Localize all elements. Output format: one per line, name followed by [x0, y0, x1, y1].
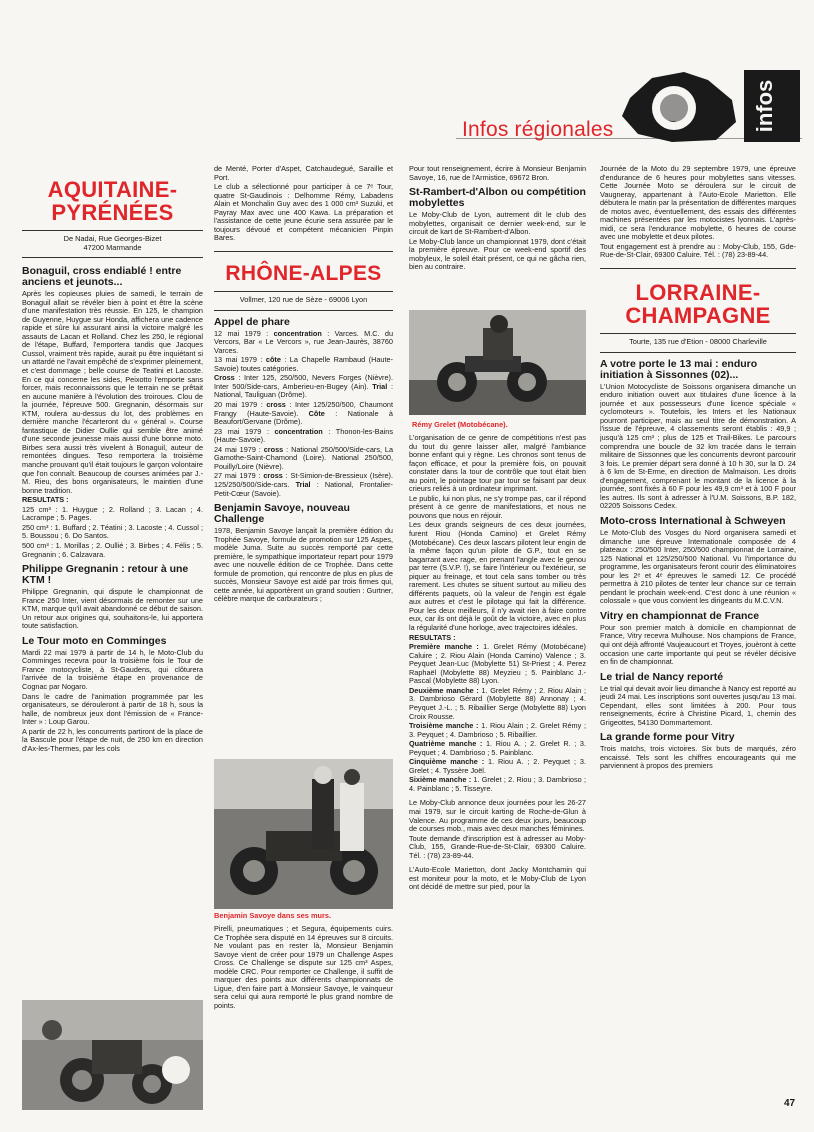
article-title: Benjamin Savoye, nouveau Challenge: [214, 502, 350, 526]
article-text: Trois matchs, trois victoires. Six buts de marqués, zéro encaissé. Tels sont les chiffres encourageants qui me parviennent à propos des premiers: [600, 744, 796, 771]
results-label: RESULTATS :: [22, 495, 69, 505]
column-2-bottom: [214, 925, 393, 1110]
column-2: de Menté, Porter d'Aspet, Catchaudegué, Saraille et Port. Le club a sélectionné pour participer à ce 7ᵉ Tour, quatre St-Gaudinois : Delhomme Rémy, Labadens Alain et Monchalin Guy avec des 1 000 cm³ Suzuki, et Payray Max avec une 400 Kawa. La préparation et l'assistance de cette jeune écurie sera assurée par le toujours dévoué et compétent mécanicien Pinpin Bares. RHÔNE-ALPES Vollmer, 120 rue de Sèze - 69006 Lyon Appel de phare 12 mai 1979 : concentration : Varces. M.C. du Vercors, Bar « Le Vercors », rue Jean-Jaurès, 38760 Varces. 13 mai 1979 : côte : La Chapelle Rambaud (Haute-Savoie) toutes catégories. Cross : Inter 125, 250/500, Nevers Forges (Nièvre). Inter 500/Side-cars, Amberieu-en-Bugey (Ain). Trial : National, Tauliguan (Drôme). 20 mai 1979 : cross : Inter 125/250/500, Chaumont Frangy (Haute-Savoie). Côte : Nationale à Beaufort/Gervane (Drôme). 23 mai 1979 : concentration : Thonon-les-Bains (Haute-Savoie). 24 mai 1979 : cross : National 250/500/Side-cars, La Gamothe-Saint-Chamond (Loire). National 250/500, Pouilly/Loire (Nièvre). 27 mai 1979 : cross : St-Simion-de-Bressieux (Isère). 125/250/500/Side-cars. Trial : National, Frontalier-Petit-Cœur (Savoie). Benjamin Savoye, nouveau Challenge 1978, Benjamin Savoye lançait la première édition du Trophée Savoye, formule de promotion sur 125 Aspes, modèle Juma. Suite au succès remporté par cette première, le sympathique importateur repart pour 1979 avec une nouvelle édition de ce Trophée. Dans cette formule de promotion, qui rencontre de plus en plus de succès, Monsieur Savoye est aidé par trois firmes qui, cette année, lui apportèrent un grand soutien : Gurtner, célèbre marque de carburateurs ;: [214, 164, 393, 604]
article-text: L'organisation de ce genre de compétitions n'est pas du tout du genre laisser aller, malgré l'ambiance bonne enfant qui y règne. Les chronos sont tenus de façon efficace, et pour la première fois, on pouvait constater dans la tour de contrôle que tout était bien au point, le pointage tour par tour se faisant par deux crieurs reliés à un ordinateur imprimant.: [409, 434, 586, 494]
column-3: [409, 150, 586, 310]
results-125: 125 cm³ : 1. Huygue ; 2. Rolland ; 3. Lacan ; 4. Lacrampe ; 5. Pages.: [22, 504, 203, 523]
results-500: 500 cm³ : 1. Morillas ; 2. Oullié ; 3. Birbes ; 4. Félis ; 5. Gregnanin ; 6. Calzavara.: [22, 540, 203, 559]
article-title: Vitry en championnat de France: [600, 609, 760, 622]
article-text: A partir de 22 h, les concurrents partiront de la place de la Bascule pour l'étape de nuit, de 250 km en direction d'Ax-les-Thermes, par les cols: [22, 726, 203, 753]
results-label: RESULTATS :: [409, 632, 456, 642]
article-title: St-Rambert-d'Albon ou compétition mobylettes: [409, 186, 586, 210]
article-title: A votre porte le 13 mai : enduro initiation à Sissonnes (02)...: [600, 357, 758, 381]
article-text: Le Moto-Club des Vosges du Nord organisera samedi et dimanche une épreuve Internationale composée de 4 plateaux : 250/500 Inter, 250/500 championnat de Lorraine, 125 National et 125/250/500 National. Vu l'importance du programme, les organisateurs feront courir des éliminatoires pour les 2ᵉ et 4ᵉ épreuves le samedi 12. Ce procédé permettra à 210 pilotes de tenter leur chance sur ce terrain pendant le prochain week-end. C'est donc à une réunion « colossale » que vous convient les dirigeants du M.C.V.N.: [600, 527, 796, 606]
region-title-aquitaine: AQUITAINE- PYRÉNÉES: [47, 177, 178, 225]
article-text: de Menté, Porter d'Aspet, Catchaudegué, Saraille et Port.: [214, 164, 393, 182]
logo-text: infos: [752, 79, 777, 133]
article-text: Toute demande d'inscription est à adresser au Moby-Club, 155, Grande-Rue-de-St-Clair, 69300 Caluire. Tél. : (78) 23-89-44.: [409, 833, 586, 860]
article-text: Pour son premier match à domicile en championnat de France, Vitry recevra Mulhouse. Nos champions de France, qui ont déjà affronté Vaujeaucourt et Troyes, jouèront à cette occasion une carte importante qui peut se révéler décisive en fin de championnat.: [600, 622, 796, 667]
article-text: Le Moby-Club lance un championnat 1979, dont c'était la première épreuve. Pour ce week-end sportif des mobyleux, le soleil était présent, ce qui ne gâcha rien, bien au contraire.: [409, 236, 586, 272]
article-text: 1978, Benjamin Savoye lançait la première édition du Trophée Savoye, formule de promotion sur 125 Aspes, modèle Juma. Suite au succès remporté par cette première, le sympathique importateur repart pour 1979 avec une nouvelle édition de ce Trophée. Dans cette formule de promotion, qui rencontre de plus en plus de succès, Monsieur Savoye est aidé par trois firmes qui, cette année, lui apportèrent un grand soutien : Gurtner, célèbre marque de carburateurs ;: [214, 526, 393, 604]
page-number: 47: [784, 1098, 796, 1109]
article-title: Bonaguil, cross endiablé ! entre anciens et jeunots...: [22, 265, 182, 289]
article-text: Le Moby-Club de Lyon, autrement dit le club des mobylettes, organisait ce dernier week-end, sur le circuit de kart de St-Rambert-d'Albon.: [409, 210, 586, 237]
article-text: Les deux grands seigneurs de ces deux journées, furent Riou (Honda Camino) et Grelet Rémy (Motobécane). Ces deux lascars pilotent leur engin de la même façon qu'un pilote de G.P., tout en se bagarrant avec rage, en prenant l'angle avec le genou par terre (S.V.P. !), se faire l'intérieur ou l'extérieur, se piquer au freinage, et tout cela sans tomber ou très rarement. Les chutes se situent surtout au milieu des différents paquets, où la valeur de l'engin est égale aux autres et c'est le pilotage qui fait la différence. Pour les deux meilleurs, il n'y avait rien à faire contre eux, car ils ont déjà le goût de la victoire, avec en plus la régularité d'une horloge, avec trajectoires idéales.: [409, 520, 586, 633]
infos-logo-icon: [612, 60, 808, 146]
article-text: Tout engagement est à prendre au : Moby-Club, 155, Gde-Rue-de-St-Clair, 69300 Caluire. Tél. : (78) 23-89-44.: [600, 241, 796, 260]
article-title: La grande forme pour Vitry: [600, 731, 735, 744]
article-text: Dans le cadre de l'animation programmée par les organisateurs, se dérouleront à partir de 18 h, sous la halle, de nombreux jeux dont l'émission de « France-Inter » : Loup Garou.: [22, 691, 203, 727]
section-title: Infos régionales: [462, 118, 614, 141]
photo-savoye-shop: [214, 759, 393, 909]
article-text: L'Auto-Ecole Marietton, dont Jacky Montchamin qui est moniteur pour la moto, et le Moby-Club de Lyon ont décidé de mettre sur pied, pour la: [409, 865, 586, 892]
article-title: Le trial de Nancy reporté: [600, 670, 724, 683]
region-address: Vollmer, 120 rue de Sèze - 69006 Lyon: [214, 291, 393, 305]
region-title-lorraine: LORRAINE- CHAMPAGNE: [625, 280, 771, 329]
column-3-bottom: L'organisation de ce genre de compétitions n'est pas du tout du genre laisser aller, malgré l'ambiance bonne enfant qui y règne. Les chronos sont tenus de façon efficace, et pour la première fois, on pouvait constater dans la tour de contrôle que tout était bien au point, le pointage tour par tour se faisant par deux crieurs reliés à un ordinateur imprimant. Le public, lui non plus, ne s'y trompe pas, car il répond présent à ce genre de manifestations, et nous ne pouvons que nous en réjouir. Les deux grands seigneurs de ces deux journées, furent Riou (Honda Camino) et Grelet Rémy (Motobécane). Ces deux lascars pilotent leur engin de la même façon qu'un pilote de G.P., tout en se bagarrant avec rage, en prenant l'angle avec le genou par terre (S.V.P. !), se faire l'intérieur ou l'extérieur, se piquer au freinage, et tout cela sans tomber ou très rarement. Les chutes se situent surtout au milieu des différents paquets, où la valeur de l'engin est égale aux autres et c'est le pilotage qui fait la différence. Pour les deux meilleurs, il n'y avait rien à faire contre eux, car ils ont déjà le goût de la victoire, avec en plus la régularité d'une horloge, avec trajectoires idéales. RESULTATS : Première manche : 1. Grelet Rémy (Motobécane) Caluire ; 2. Riou Alain (Honda Camino) Valence ; 3. Peyquet Jean-Luc (Mobylette 51) St-Priest ; 4. Perez Raphaël (Mobylette 88) Meyzieu ; 5. Painblanc J.-Pascal (Mobylette 88) Lyon. Deuxième manche : 1. Grelet Rémy ; 2. Riou Alain ; 3. Dambrioso Gérard (Mobylette 88) Annonay ; 4. Peyquet J.-L. ; 5. Ribaillier Serge (Mobylette 88) Lyon Croix Rousse. Troisième manche : 1. Riou Alain ; 2. Grelet Rémy ; 3. Peyquet ; 4. Dambrioso ; 5. Ribaillier. Quatrième manche : 1. Riou A. ; 2. Grelet R. ; 3. Peyquet ; 4. Dambrioso ; 5. Painblanc. Cinquième manche : 1. Riou A. ; 2. Peyquet ; 3. Grelet ; 4. Tyssère Joël. Sixième manche : 1. Grelet ; 2. Riou ; 3. Dambrioso ; 4. Painblanc ; 5. Tisseyre. Le Moby-Club annonce deux journées pour les 26-27 mai 1979, sur le circuit karting de Roche-de-Glun à Valence. Au programme de ces deux jours, beaucoup de courses mob., mais avec deux manches féminines. Toute demande d'inscription est à adresser au Moby-Club, 155, Grande-Rue-de-St-Clair, 69300 Caluire. Tél. : (78) 23-89-44. L'Auto-Ecole Marietton, dont Jacky Montchamin qui est moniteur pour la moto, et le Moby-Club de Lyon ont décidé de mettre sur pied, pour la: [409, 434, 586, 892]
column-4: [600, 150, 796, 1090]
article-text: Après les copieuses pluies de samedi, le terrain de Bonaguil allait se révéler bien à point et être la scène d'une manifestation très réussie. En 125, le champion de Guyenne, Huygue sur Honda, affichera une cadence rapide et sûre lui assurant ainsi la victoire malgré les assauts de Lacan et Rolland. Chez les 250, le régional de l'étape, Buffard, l'emportera tandis que Jacques Cussol, vraiment très rapide, aurait pu être inquiétant si un attardé ne l'avait empêché de s'exprimer pleinement, et c'est dommage ; belle course de Teatini et Lacoste. En ce qui concerne les sides, Peixotto l'emporte sans forcer, mais reconnaissons que le terrain ne se prêtait en aucune manière à l'évolution des troiroues. Clou de la journée, l'épreuve 500. Gregnanin, désormais sur KTM, roulera au-dessus du lot, des problèmes en dernière manche l'écarteront du « général ». Course fantastique de Didier Oullie qui semble être animé d'une seconde jeunesse mais aussi d'une bonne moto. Birbes sera aussi très vivelent à Bonaguil, auteur de remontées dingues. Teso remportera la troisième manche prouvant qu'il était toujours le garçon volontaire que l'on connaît. Beaucoup de courses animées par J.-M. Rieu, des bons organisateurs, le maintien d'une bonne tradition.: [22, 289, 203, 495]
photo-motocross-image: [22, 1000, 203, 1110]
photo-caption: Benjamin Savoye dans ses murs.: [214, 911, 332, 920]
infos-logo: [612, 60, 808, 146]
photo-savoye-image: [214, 759, 393, 909]
photo-caption: Rémy Grelet (Motobécane).: [412, 420, 508, 429]
region-title-rhone: RHÔNE-ALPES: [225, 262, 382, 286]
article-text: Le trial qui devait avoir lieu dimanche à Nancy est reporté au jeudi 24 mai. Les inscriptions sont ouvertes jusqu'au 13 mai. Cependant, elles sont limitées à 200. Pour tous renseignements, écrire à Christine Picard, 1, chemin des Grigeottes, 54130 Dommartemont.: [600, 683, 796, 727]
article-text: Mardi 22 mai 1979 à partir de 14 h, le Moto-Club du Comminges recevra pour la troisième fois le Tour de France motocycliste, à St-Gaudens, qui clôturera l'arrivée de la troisième étape en provenance de Cognac par Nogaro.: [22, 647, 203, 691]
article-text: Le club a sélectionné pour participer à ce 7ᵉ Tour, quatre St-Gaudinois : Delhomme Rémy, Labadens Alain et Monchalin Guy avec des 1 000 cm³ Suzuki, et Payray Max avec une 400 Kawa. La préparation et l'assistance de cette jeune écurie sera assurée par le toujours dévoué et compétent mécanicien Pinpin Bares.: [214, 182, 393, 243]
photo-motocross: [22, 1000, 203, 1110]
article-text: Pour tout renseignement, écrire à Monsieur Benjamin Savoye, 16, rue de l'Armistice, 69672 Bron.: [409, 164, 586, 182]
article-text: Journée de la Moto du 29 septembre 1979, une épreuve d'endurance de 6 heures pour mobylettes sans vitesses. Cette Journée Moto se déroulera sur le circuit de Vaugneray, appartenant à l'Auto-Ecole Marietton. Elle débutera le matin par la présentation de différentes marques de motos avec, éventuellement, des essais des différentes machines présentées par les motocistes lyonnais. L'après-midi, ce sera l'endurance mobylette, 6 heures de course avec une mobylette et deux pilotes.: [600, 164, 796, 242]
article-text: L'Union Motocycliste de Soissons organisera dimanche un enduro initiation ouvert aux titulaires d'une licence à la journée et aux possesseurs d'une licence spéciale « cyclomoteurs ». Toutefois, les Inters et les Nationaux pourront participer, mais au seul titre de démonstration. A l'issue de l'épreuve, 4 classements seront établis : 49,9 ; jusqu'à 125 cm³ ; plus de 125 et Trail-Bikes. Le parcours comprendra une boucle de 32 km tracée dans le terrain militaire de Sissonnes que les concurrents devront parcourir 3 fois. Le premier départ sera donné à 10 h 30, sur la D. 24 à 6 km de St-Erme, en direction de Malmaison. Les droits d'engagement, comprenant le montant de la licence à la journée, sont fixés à 60 F pour les 49,9 cm³ et à 100 F pour les autres. Ils sont à adresser à l'U.M. Soissons, B.P. 182, 02205 Soissons Cedex.: [600, 381, 796, 511]
article-title: Moto-cross International à Schweyen: [600, 514, 786, 527]
article-text: Le Moby-Club annonce deux journées pour les 26-27 mai 1979, sur le circuit karting de Roche-de-Glun à Valence. Au programme de ces deux jours, beaucoup de courses mob., mais avec deux manches féminines.: [409, 798, 586, 834]
column-1: [22, 150, 203, 1110]
photo-grelet-image: [409, 310, 586, 415]
results-250: 250 cm³ : 1. Buffard ; 2. Téatini ; 3. Lacoste ; 4. Cussol ; 5. Boussou ; 6. Do Santos.: [22, 522, 203, 541]
article-title: Le Tour moto en Comminges: [22, 634, 167, 647]
article-text: Pirelli, pneumatiques ; et Segura, équipements cuirs. Ce Trophée sera disputé en 14 épreuves sur 8 circuits. Ne voulant pas en rester là, Monsieur Benjamin Savoye vient de créer pour 1979 un Challenge Aspes Cross. Ce Challenge se dispute sur 125 cm³ Aspes, modèle CRC. Pour remporter ce Challenge, il suffit de marquer des points aux différents championnats de Ligue, d'en faire part à Monsieur Savoye, le vainqueur sera celui qui aura remporté le plus grand nombre de points.: [214, 925, 393, 1010]
article-text: Philippe Gregnanin, qui dispute le championnat de France 250 Inter, vient désormais de remonter sur une KTM, marque qu'il avait abandonné ce début de saison. Un retour aux origines qui, souhaitons-le, lui apportera toute satisfaction.: [22, 587, 203, 631]
article-title: Appel de phare: [214, 315, 290, 328]
article-text: Le public, lui non plus, ne s'y trompe pas, car il répond présent à ce genre de manifestations, et nous ne pouvons que nous en réjouir.: [409, 493, 586, 520]
region-address: De Nadai, Rue Georges-Bizet 47200 Marmande: [22, 230, 203, 252]
region-address: Tourte, 135 rue d'Etion - 08000 Charleville: [600, 333, 796, 347]
article-title: Philippe Gregnanin : retour à une KTM !: [22, 563, 189, 587]
photo-grelet: [409, 310, 586, 415]
